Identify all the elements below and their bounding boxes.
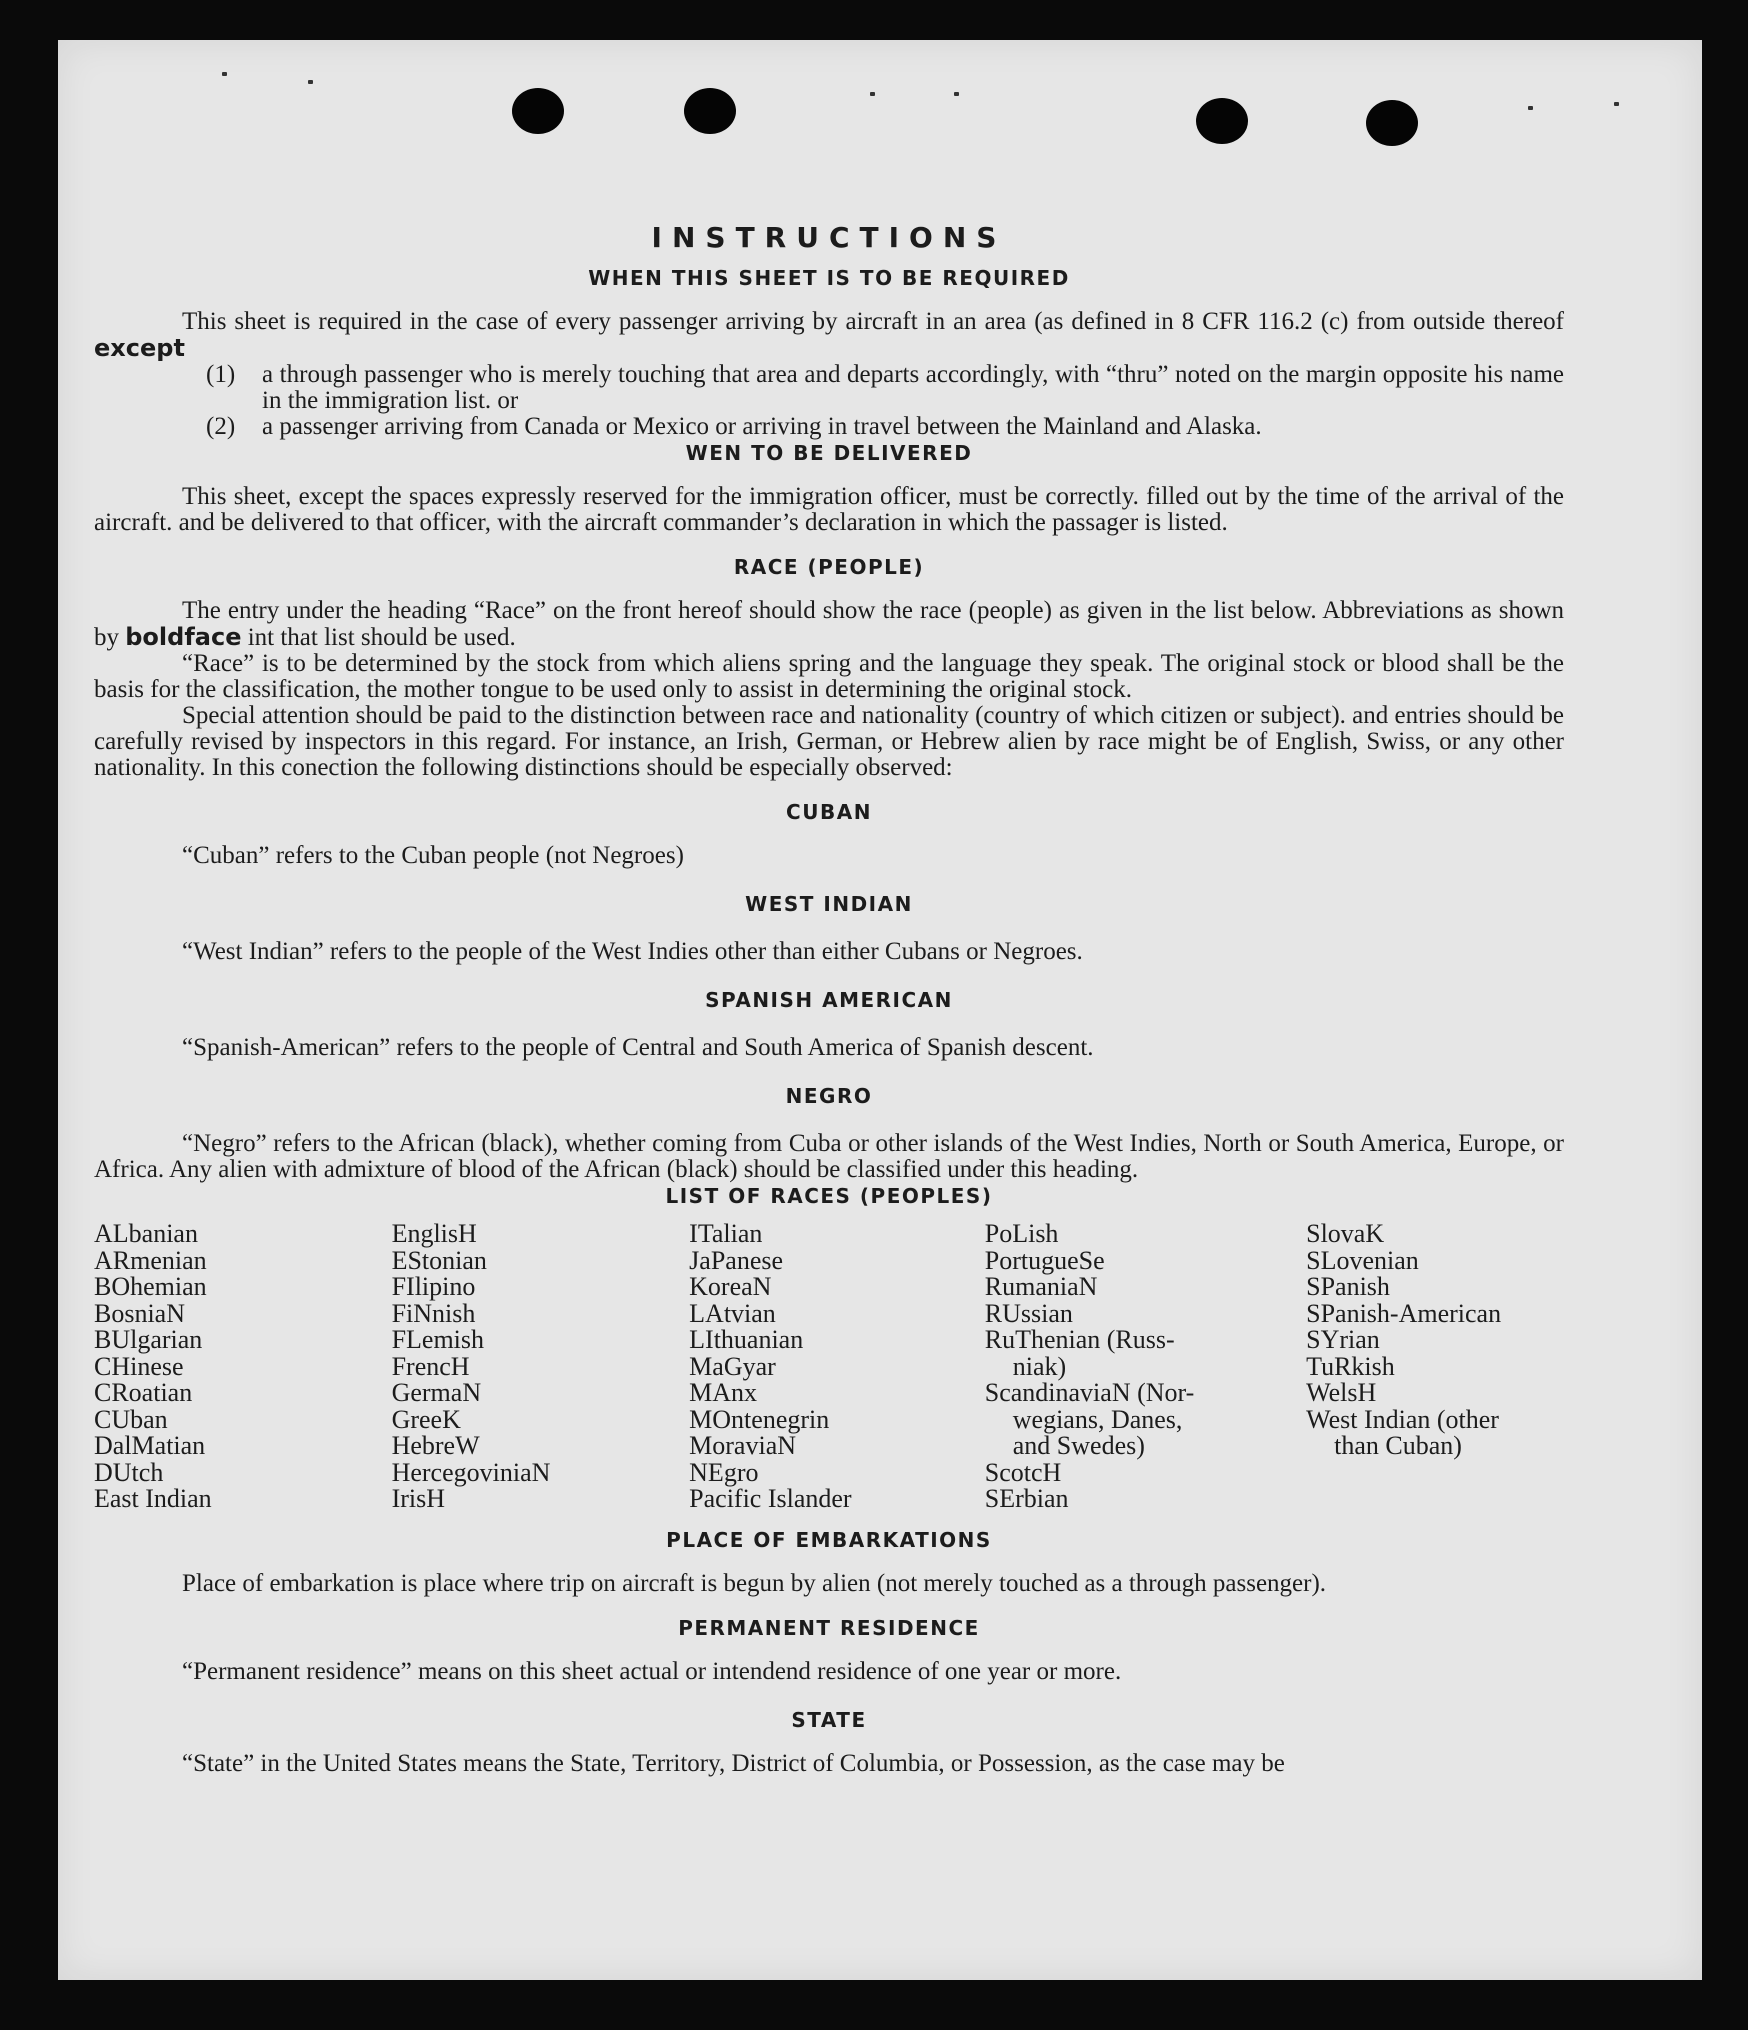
race-entry: MaGyar <box>689 1351 776 1381</box>
race-entry: LIthuanian <box>689 1325 804 1354</box>
race-entry: CRoatian <box>94 1378 193 1407</box>
state-text: “State” in the United States means the State, Territory, District of Columbia, or Possession, as the case may be <box>182 1749 1285 1777</box>
item-text: a through passenger who is merely touching that area and departs accordingly, with “thru” noted on the margin opposite his name in the immigration list. or <box>262 361 1564 414</box>
section-heading-spanish-american: SPANISH AMERICAN <box>705 988 953 1012</box>
races-column <box>985 1221 1306 1513</box>
section-heading-list-of-races: LIST OF RACES (PEOPLES) <box>665 1184 993 1208</box>
races-column <box>1306 1221 1564 1513</box>
race-entry: than Cuban) <box>1334 1431 1462 1460</box>
race-entry: JaPanese <box>689 1245 784 1275</box>
spanish-american-text: “Spanish-American” refers to the people of Central and South America of Spanish descent. <box>182 1034 1094 1061</box>
item-text: a passenger arriving from Canada or Mexico or arriving in travel between the Mainland and Alaska. <box>262 413 1262 440</box>
punch-hole <box>512 88 564 134</box>
race-entry: ScotcH <box>984 1457 1062 1487</box>
race-entry: CHinese <box>94 1351 184 1381</box>
race-entry: ScandinaviaN (Nor- <box>984 1378 1195 1407</box>
except-bold: except <box>94 334 185 362</box>
section-heading-negro: NEGRO <box>785 1084 873 1108</box>
embarkation-text: Place of embarkation is place where trip on aircraft is begun by alien (not merely touched as a through passenger). <box>182 1569 1327 1597</box>
race-entry: TuRkish <box>1306 1351 1395 1381</box>
dust-speck <box>222 72 227 76</box>
dust-speck <box>1614 102 1619 106</box>
dust-speck <box>308 80 313 84</box>
race-entry: East Indian <box>94 1484 212 1513</box>
races-column <box>94 1221 392 1513</box>
residence-text: “Permanent residence” means on this sheet actual or intendend residence of one year or more. <box>182 1657 1122 1685</box>
race-entry: MAnx <box>689 1378 758 1407</box>
race-entry: SYrian <box>1306 1325 1380 1354</box>
race-entry: WelsH <box>1306 1378 1377 1407</box>
race-entry: HercegoviniaN <box>391 1457 551 1487</box>
delivered-text: This sheet, except the spaces expressly reserved for the immigration officer, must be correctly. filled out by the time of the arrival of the aircraft. and be delivered to that officer, with the aircraft commander’s declaration in which the passager is listed. <box>94 483 1564 536</box>
item-number: (1) <box>206 361 236 388</box>
race-entry: FLemish <box>391 1325 485 1354</box>
race-entry: EStonian <box>391 1245 487 1275</box>
race-entry: ITalian <box>689 1219 763 1248</box>
races-column <box>392 1221 690 1513</box>
section-heading-residence: PERMANENT RESIDENCE <box>678 1615 980 1640</box>
race-entry: HebreW <box>391 1431 480 1460</box>
list-item <box>206 414 1564 440</box>
race-entry: FiNnish <box>391 1298 476 1328</box>
race-entry: SErbian <box>984 1484 1069 1513</box>
race-entry: BUlgarian <box>94 1325 203 1354</box>
race-entry: PoLish <box>984 1219 1059 1248</box>
race-entry: BOhemian <box>94 1272 207 1301</box>
punch-hole <box>1366 100 1418 146</box>
dust-speck <box>954 92 959 96</box>
section-heading-race: RACE (PEOPLE) <box>733 555 925 579</box>
document-sheet <box>58 40 1702 1980</box>
race-entry: SPanish <box>1306 1272 1390 1301</box>
races-list <box>94 1221 1564 1513</box>
race-entry: RumaniaN <box>984 1272 1098 1301</box>
race-entry: FrencH <box>391 1351 470 1381</box>
race-entry: RUssian <box>984 1298 1073 1328</box>
list-item <box>206 362 1564 414</box>
races-column <box>689 1221 985 1513</box>
race-entry: RuThenian (Russ- <box>984 1325 1175 1354</box>
section-heading-state: STATE <box>791 1707 867 1732</box>
when-required-intro: This sheet is required in the case of every passenger arriving by aircraft in an area (as defined in 8 CFR 116.2 (c) from outside thereof except <box>94 308 1564 362</box>
race-entry: LAtvian <box>689 1298 776 1328</box>
race-entry: NEgro <box>689 1457 759 1487</box>
race-entry: DalMatian <box>94 1431 206 1460</box>
race-entry: GermaN <box>391 1378 482 1407</box>
race-entry: SlovaK <box>1306 1219 1385 1248</box>
dust-speck <box>870 92 875 96</box>
race-entry: niak) <box>1012 1351 1067 1381</box>
race-entry: GreeK <box>391 1404 461 1434</box>
race-entry: MOntenegrin <box>689 1404 830 1434</box>
boldface-word: boldface <box>125 623 242 651</box>
race-paragraph-3: Special attention should be paid to the distinction between race and nationality (country of which citizen or subject). and entries should be carefully revised by inspectors in this regard. For instance, an Irish, German, or Hebrew alien by race might be of English, Swiss, or any other nationality. In this conection the following distinctions should be especially observed: <box>94 702 1564 781</box>
race-entry: ALbanian <box>94 1219 198 1248</box>
item-number: (2) <box>206 413 236 440</box>
race-entry: PortugueSe <box>984 1245 1105 1275</box>
section-heading-embarkation: PLACE OF EMBARKATIONS <box>666 1527 992 1552</box>
negro-text: “Negro” refers to the African (black), whether coming from Cuba or other islands of the West Indies, North or South America, Europe, or Africa. Any alien with admixture of blood of the African (black) should be classified under this heading. <box>94 1130 1564 1183</box>
race-entry: BosniaN <box>94 1298 185 1328</box>
race-entry: IrisH <box>391 1484 446 1513</box>
race-paragraph-1: The entry under the heading “Race” on the front hereof should show the race (people) as given in the list below. Abbreviations as shown by boldface int that list should be used. <box>94 597 1564 651</box>
cuban-text: “Cuban” refers to the Cuban people (not Negroes) <box>182 842 684 869</box>
section-heading-when-required: WHEN THIS SHEET IS TO BE REQUIRED <box>588 266 1070 290</box>
race-entry: Pacific Islander <box>689 1484 852 1513</box>
race-entry: SLovenian <box>1306 1245 1419 1275</box>
race-entry: SPanish-American <box>1306 1298 1502 1328</box>
race-entry: FIlipino <box>391 1272 476 1301</box>
race-entry: West Indian (other <box>1306 1404 1499 1434</box>
race-entry: CUban <box>94 1404 168 1434</box>
dust-speck <box>1528 106 1533 110</box>
document-title: INSTRUCTIONS <box>651 221 1007 254</box>
punch-hole <box>684 88 736 134</box>
race-entry: EnglisH <box>391 1219 477 1248</box>
west-indian-text: “West Indian” refers to the people of the West Indies other than either Cubans or Negroes. <box>182 938 1083 965</box>
section-heading-west-indian: WEST INDIAN <box>745 892 913 916</box>
race-entry: and Swedes) <box>1012 1431 1145 1460</box>
race-entry: ARmenian <box>94 1245 207 1275</box>
section-heading-delivered: WEN TO BE DELIVERED <box>685 441 973 465</box>
race-entry: MoraviaN <box>689 1431 797 1460</box>
punch-hole <box>1196 98 1248 144</box>
document-body <box>94 185 1564 1777</box>
race-paragraph-2: “Race” is to be determined by the stock from which aliens spring and the language they speak. The original stock or blood shall be the basis for the classification, the mother tongue to be used only to assist in determining the original stock. <box>94 650 1564 703</box>
race-entry: wegians, Danes, <box>1012 1404 1183 1434</box>
section-heading-cuban: CUBAN <box>786 800 872 824</box>
race-entry: KoreaN <box>689 1272 772 1301</box>
race-entry: DUtch <box>94 1457 164 1487</box>
